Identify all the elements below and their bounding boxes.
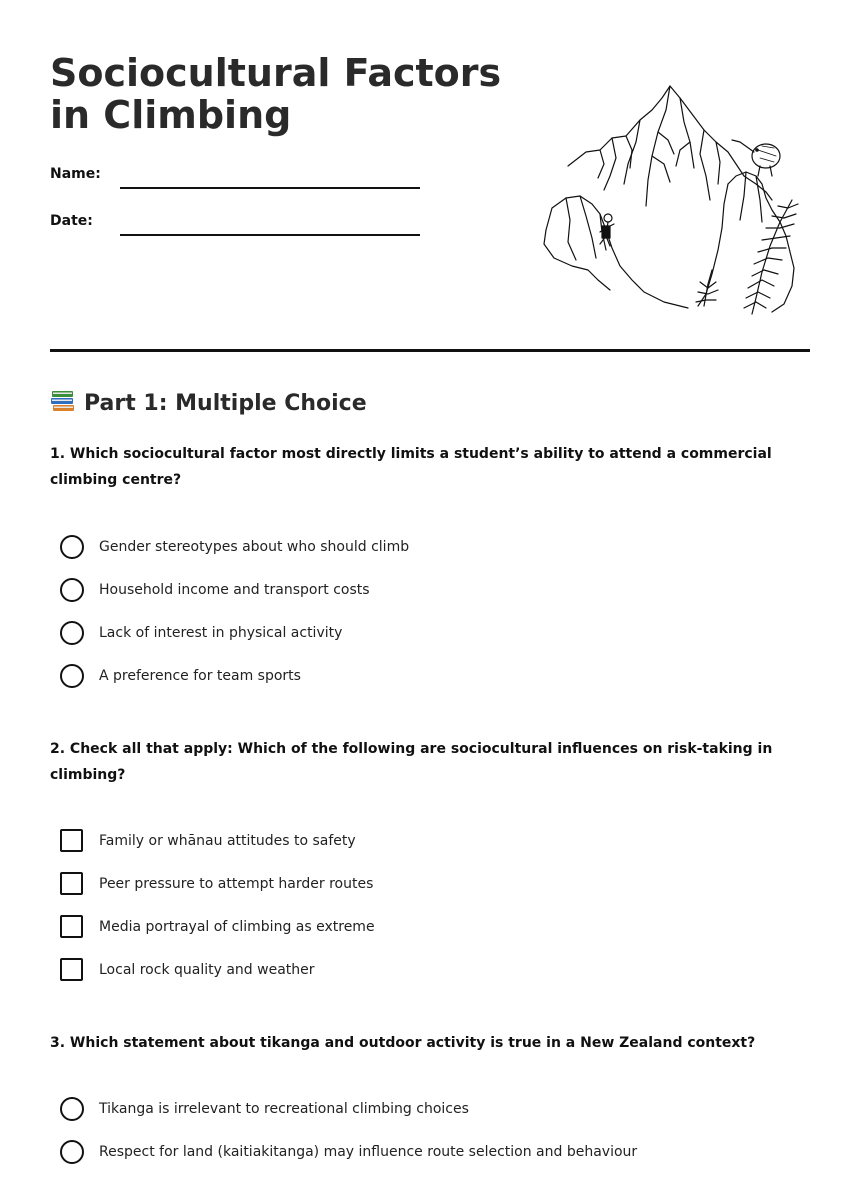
checkbox[interactable] — [60, 872, 83, 895]
mountain-illustration-icon — [540, 80, 802, 320]
option-label: Family or whānau attitudes to safety — [99, 833, 356, 849]
worksheet-page — [50, 0, 810, 1160]
radio-button[interactable] — [60, 664, 84, 688]
date-label: Date: — [50, 213, 93, 229]
option-label: Peer pressure to attempt harder routes — [99, 876, 374, 892]
name-line[interactable] — [120, 187, 420, 189]
checkbox[interactable] — [60, 829, 83, 852]
question-1: 1. Which sociocultural factor most directly limits a student’s ability to attend a commercial climbing centre? — [50, 446, 772, 488]
date-line[interactable] — [120, 234, 420, 236]
option-label: Tikanga is irrelevant to recreational climbing choices — [99, 1101, 469, 1117]
radio-button[interactable] — [60, 621, 84, 645]
header-divider — [50, 349, 810, 352]
radio-button[interactable] — [60, 1140, 84, 1164]
name-field — [50, 164, 420, 188]
option-label: Media portrayal of climbing as extreme — [99, 919, 375, 935]
option-label: Lack of interest in physical activity — [99, 625, 343, 641]
part1-heading-text: Part 1: Multiple Choice — [84, 391, 367, 416]
radio-button[interactable] — [60, 1097, 84, 1121]
radio-button[interactable] — [60, 578, 84, 602]
checkbox[interactable] — [60, 915, 83, 938]
worksheet-header — [50, 0, 810, 352]
question-2: 2. Check all that apply: Which of the following are sociocultural influences on risk-taking in climbing? — [50, 741, 773, 783]
question-3: 3. Which statement about tikanga and outdoor activity is true in a New Zealand context? — [50, 1035, 756, 1051]
option-label: Gender stereotypes about who should climb — [99, 539, 410, 555]
date-field — [50, 211, 420, 235]
option-label: Local rock quality and weather — [99, 962, 315, 978]
name-label: Name: — [50, 166, 101, 182]
checkbox[interactable] — [60, 958, 83, 981]
option-label: Respect for land (kaitiakitanga) may influence route selection and behaviour — [99, 1144, 638, 1160]
worksheet-title: Sociocultural Factors in Climbing — [50, 51, 502, 137]
option-label: Household income and transport costs — [99, 582, 370, 598]
part1-heading — [50, 388, 367, 420]
option-label: A preference for team sports — [99, 668, 301, 684]
books-icon — [50, 388, 76, 414]
radio-button[interactable] — [60, 535, 84, 559]
